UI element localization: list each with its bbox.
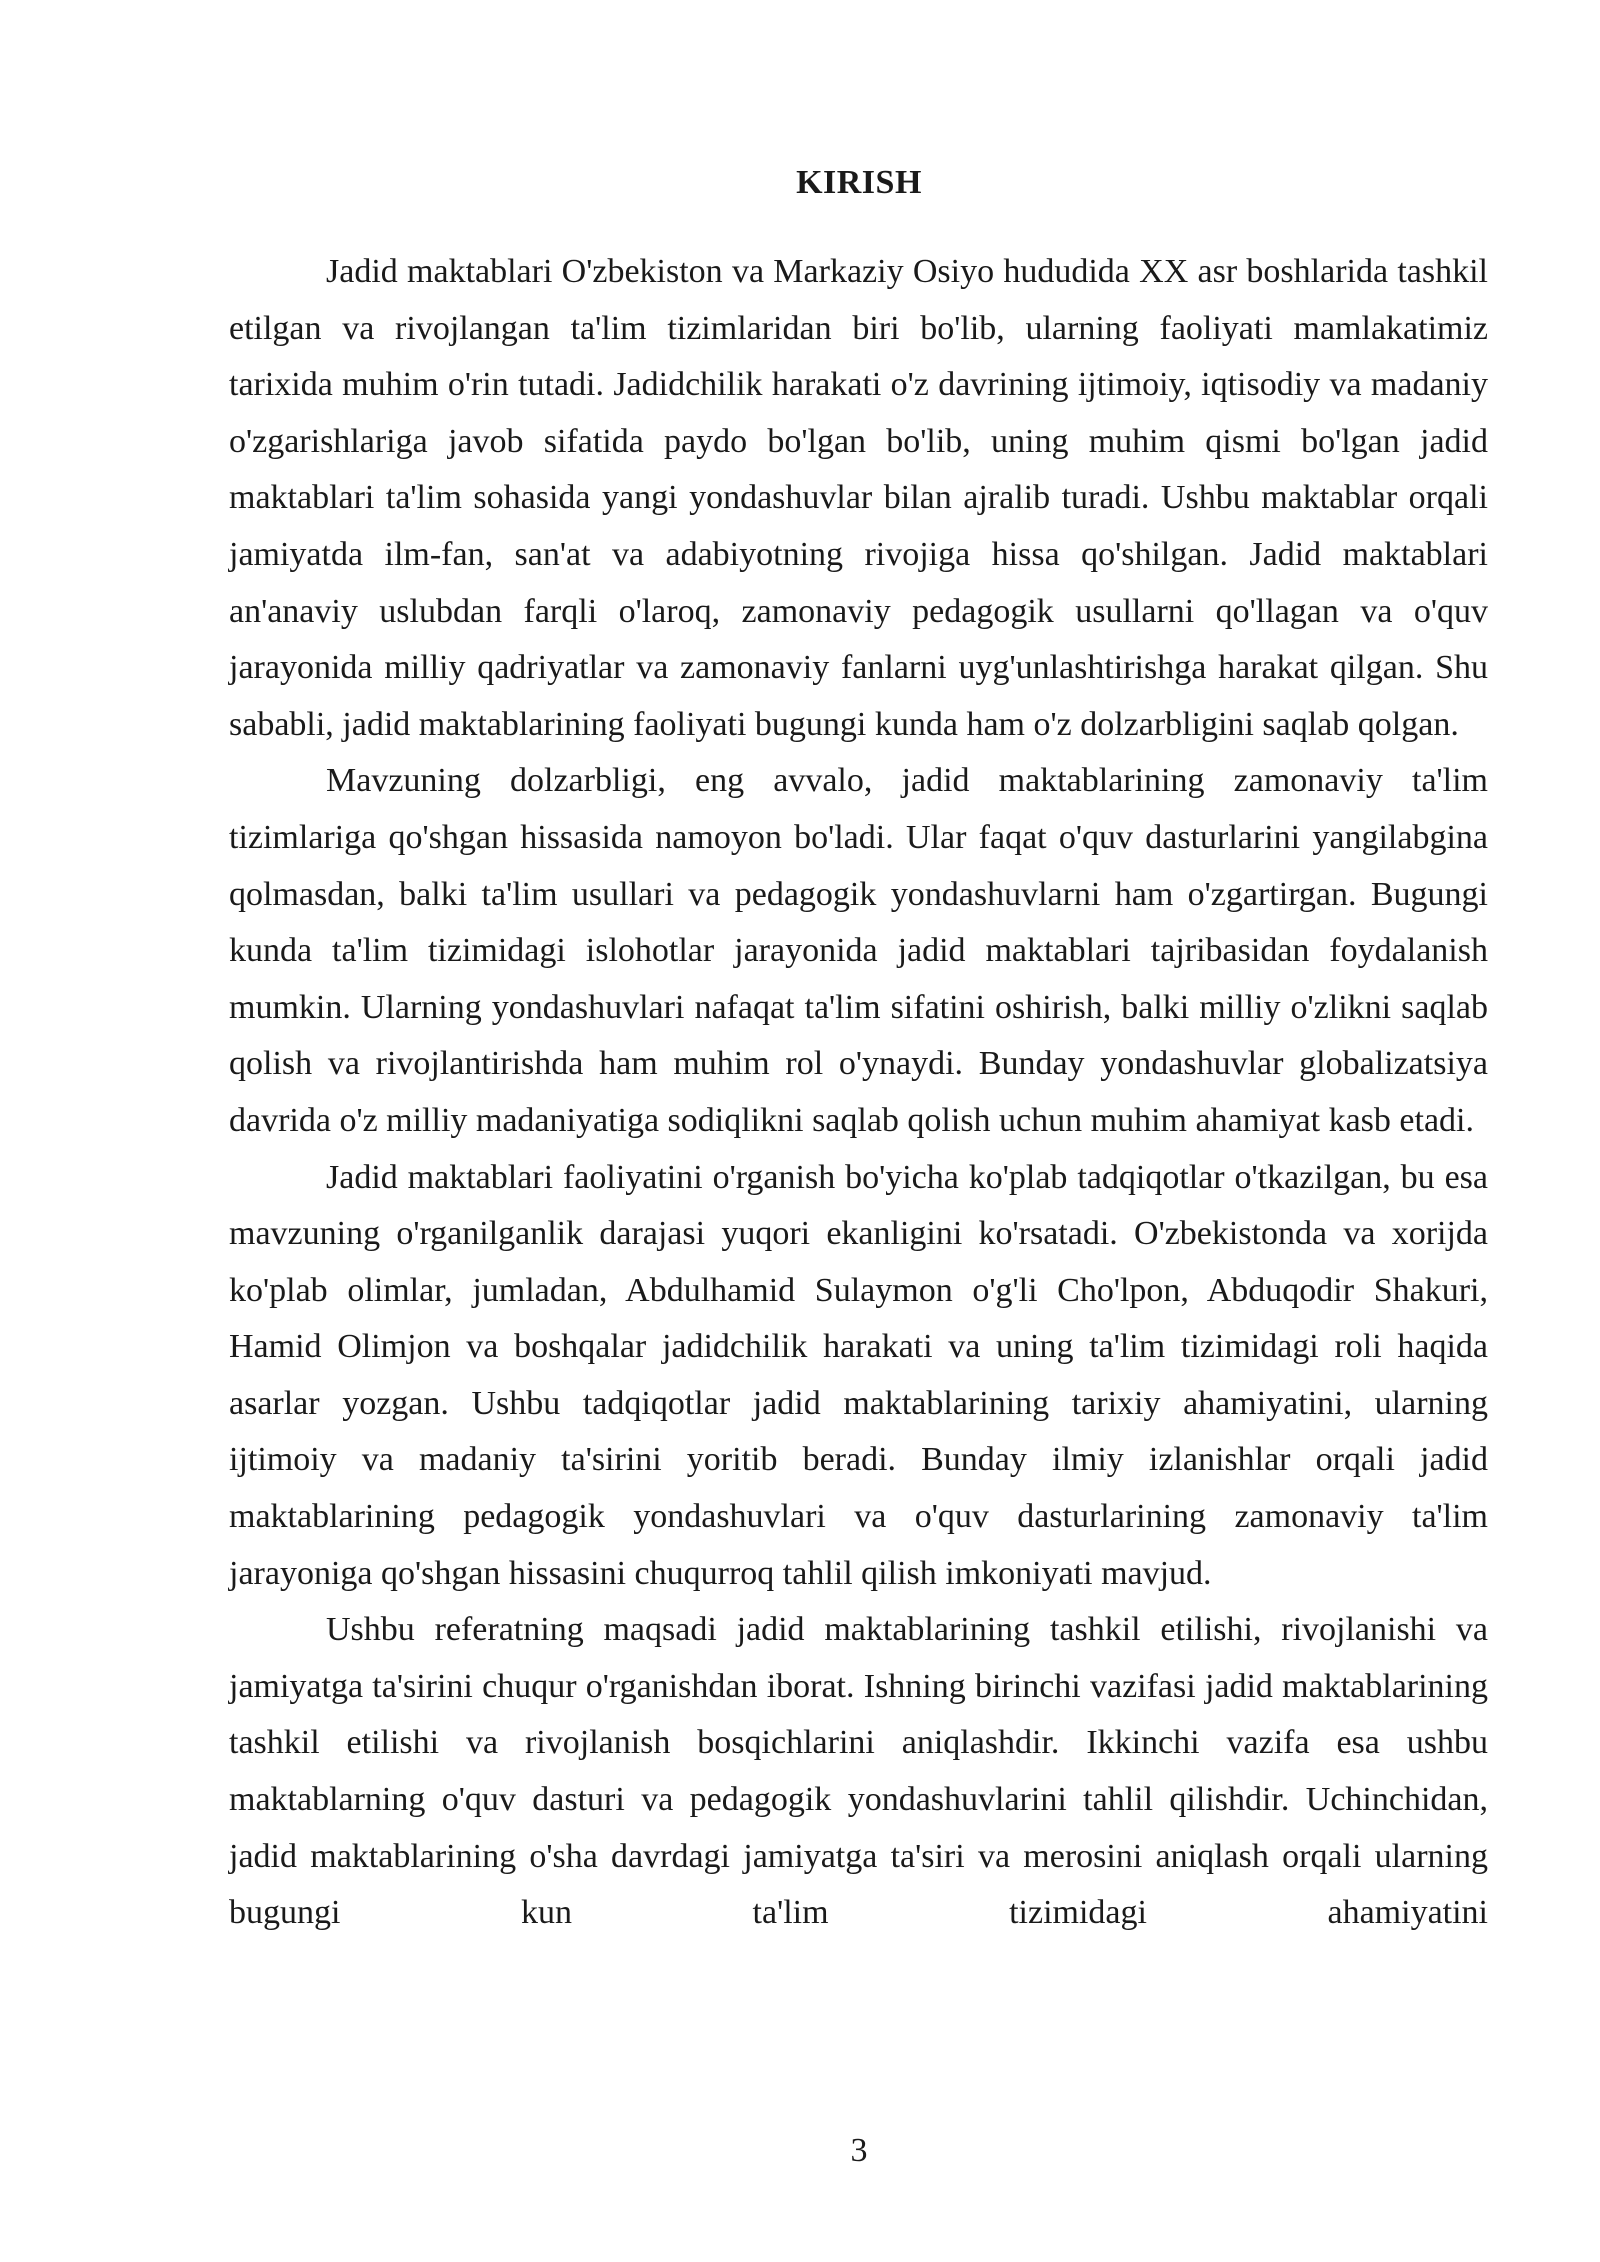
page-number: 3 bbox=[850, 2132, 868, 2169]
paragraph-relevance: Mavzuning dolzarbligi, eng avvalo, jadid maktablarining zamonaviy ta'lim tizimlariga qo'shgan hissasida namoyon bo'ladi. Ular faqat o'quv dasturlarini yangilabgina qolmasdan, balki ta'lim usullari va pedagogik yondashuvlarni ham o'zgartirgan. Bugungi kunda ta'lim tizimidagi islohotlar jarayonida jadid maktablari tajribasidan foydalanish mumkin. Ularning yondashuvlari nafaqat ta'lim sifatini oshirish, balki milliy o'zlikni saqlab qolish va rivojlantirishda ham muhim rol o'ynaydi. Bunday yondashuvlar globalizatsiya davrida o'z milliy madaniyatiga sodiqlikni saqlab qolish uchun muhim ahamiyat kasb etadi. bbox=[229, 762, 1488, 1139]
page-title: KIRISH bbox=[796, 164, 922, 201]
body-text bbox=[229, 244, 1488, 1942]
paragraph-study-level: Jadid maktablari faoliyatini o'rganish bo'yicha ko'plab tadqiqotlar o'tkazilgan, bu esa mavzuning o'rganilganlik darajasi yuqori ekanligini ko'rsatadi. O'zbekistonda va xorijda ko'plab olimlar, jumladan, Abdulhamid Sulaymon o'g'li Cho'lpon, Abduqodir Shakuri, Hamid Olimjon va boshqalar jadidchilik harakati va uning ta'lim tizimidagi roli haqida asarlar yozgan. Ushbu tadqiqotlar jadid maktablarining tarixiy ahamiyatini, ularning ijtimoiy va madaniy ta'sirini yoritib beradi. Bunday ilmiy izlanishlar orqali jadid maktablarining pedagogik yondashuvlari va o'quv dasturlarining zamonaviy ta'lim jarayoniga qo'shgan hissasini chuqurroq tahlil qilish imkoniyati mavjud. bbox=[229, 1158, 1488, 1592]
paragraph-intro: Jadid maktablari O'zbekiston va Markaziy Osiyo hududida XX asr boshlarida tashkil etilgan va rivojlangan ta'lim tizimlaridan biri bo'lib, ularning faoliyati mamlakatimiz tarixida muhim o'rin tutadi. Jadidchilik harakati o'z davrining ijtimoiy, iqtisodiy va madaniy o'zgarishlariga javob sifatida paydo bo'lgan bo'lib, uning muhim qismi bo'lgan jadid maktablari ta'lim sohasida yangi yondashuvlar bilan ajralib turadi. Ushbu maktablar orqali jamiyatda ilm-fan, san'at va adabiyotning rivojiga hissa qo'shilgan. Jadid maktablari an'anaviy uslubdan farqli o'laroq, zamonaviy pedagogik usullarni qo'llagan va o'quv jarayonida milliy qadriyatlar va zamonaviy fanlarni uyg'unlashtirishga harakat qilgan. Shu sababli, jadid maktablarining faoliyati bugungi kunda ham o'z dolzarbligini saqlab qolgan. bbox=[229, 253, 1488, 743]
paragraph-goals: Ushbu referatning maqsadi jadid maktablarining tashkil etilishi, rivojlanishi va jamiyatga ta'sirini chuqur o'rganishdan iborat. Ishning birinchi vazifasi jadid maktablarining tashkil etilishi va rivojlanish bosqichlarini aniqlashdir. Ikkinchi vazifa esa ushbu maktablarning o'quv dasturi va pedagogik yondashuvlarini tahlil qilishdir. Uchinchidan, jadid maktablarining o'sha davrdagi jamiyatga ta'siri va merosini aniqlash orqali ularning bugungi kun ta'lim tizimidagi ahamiyatini bbox=[229, 1611, 1488, 1932]
